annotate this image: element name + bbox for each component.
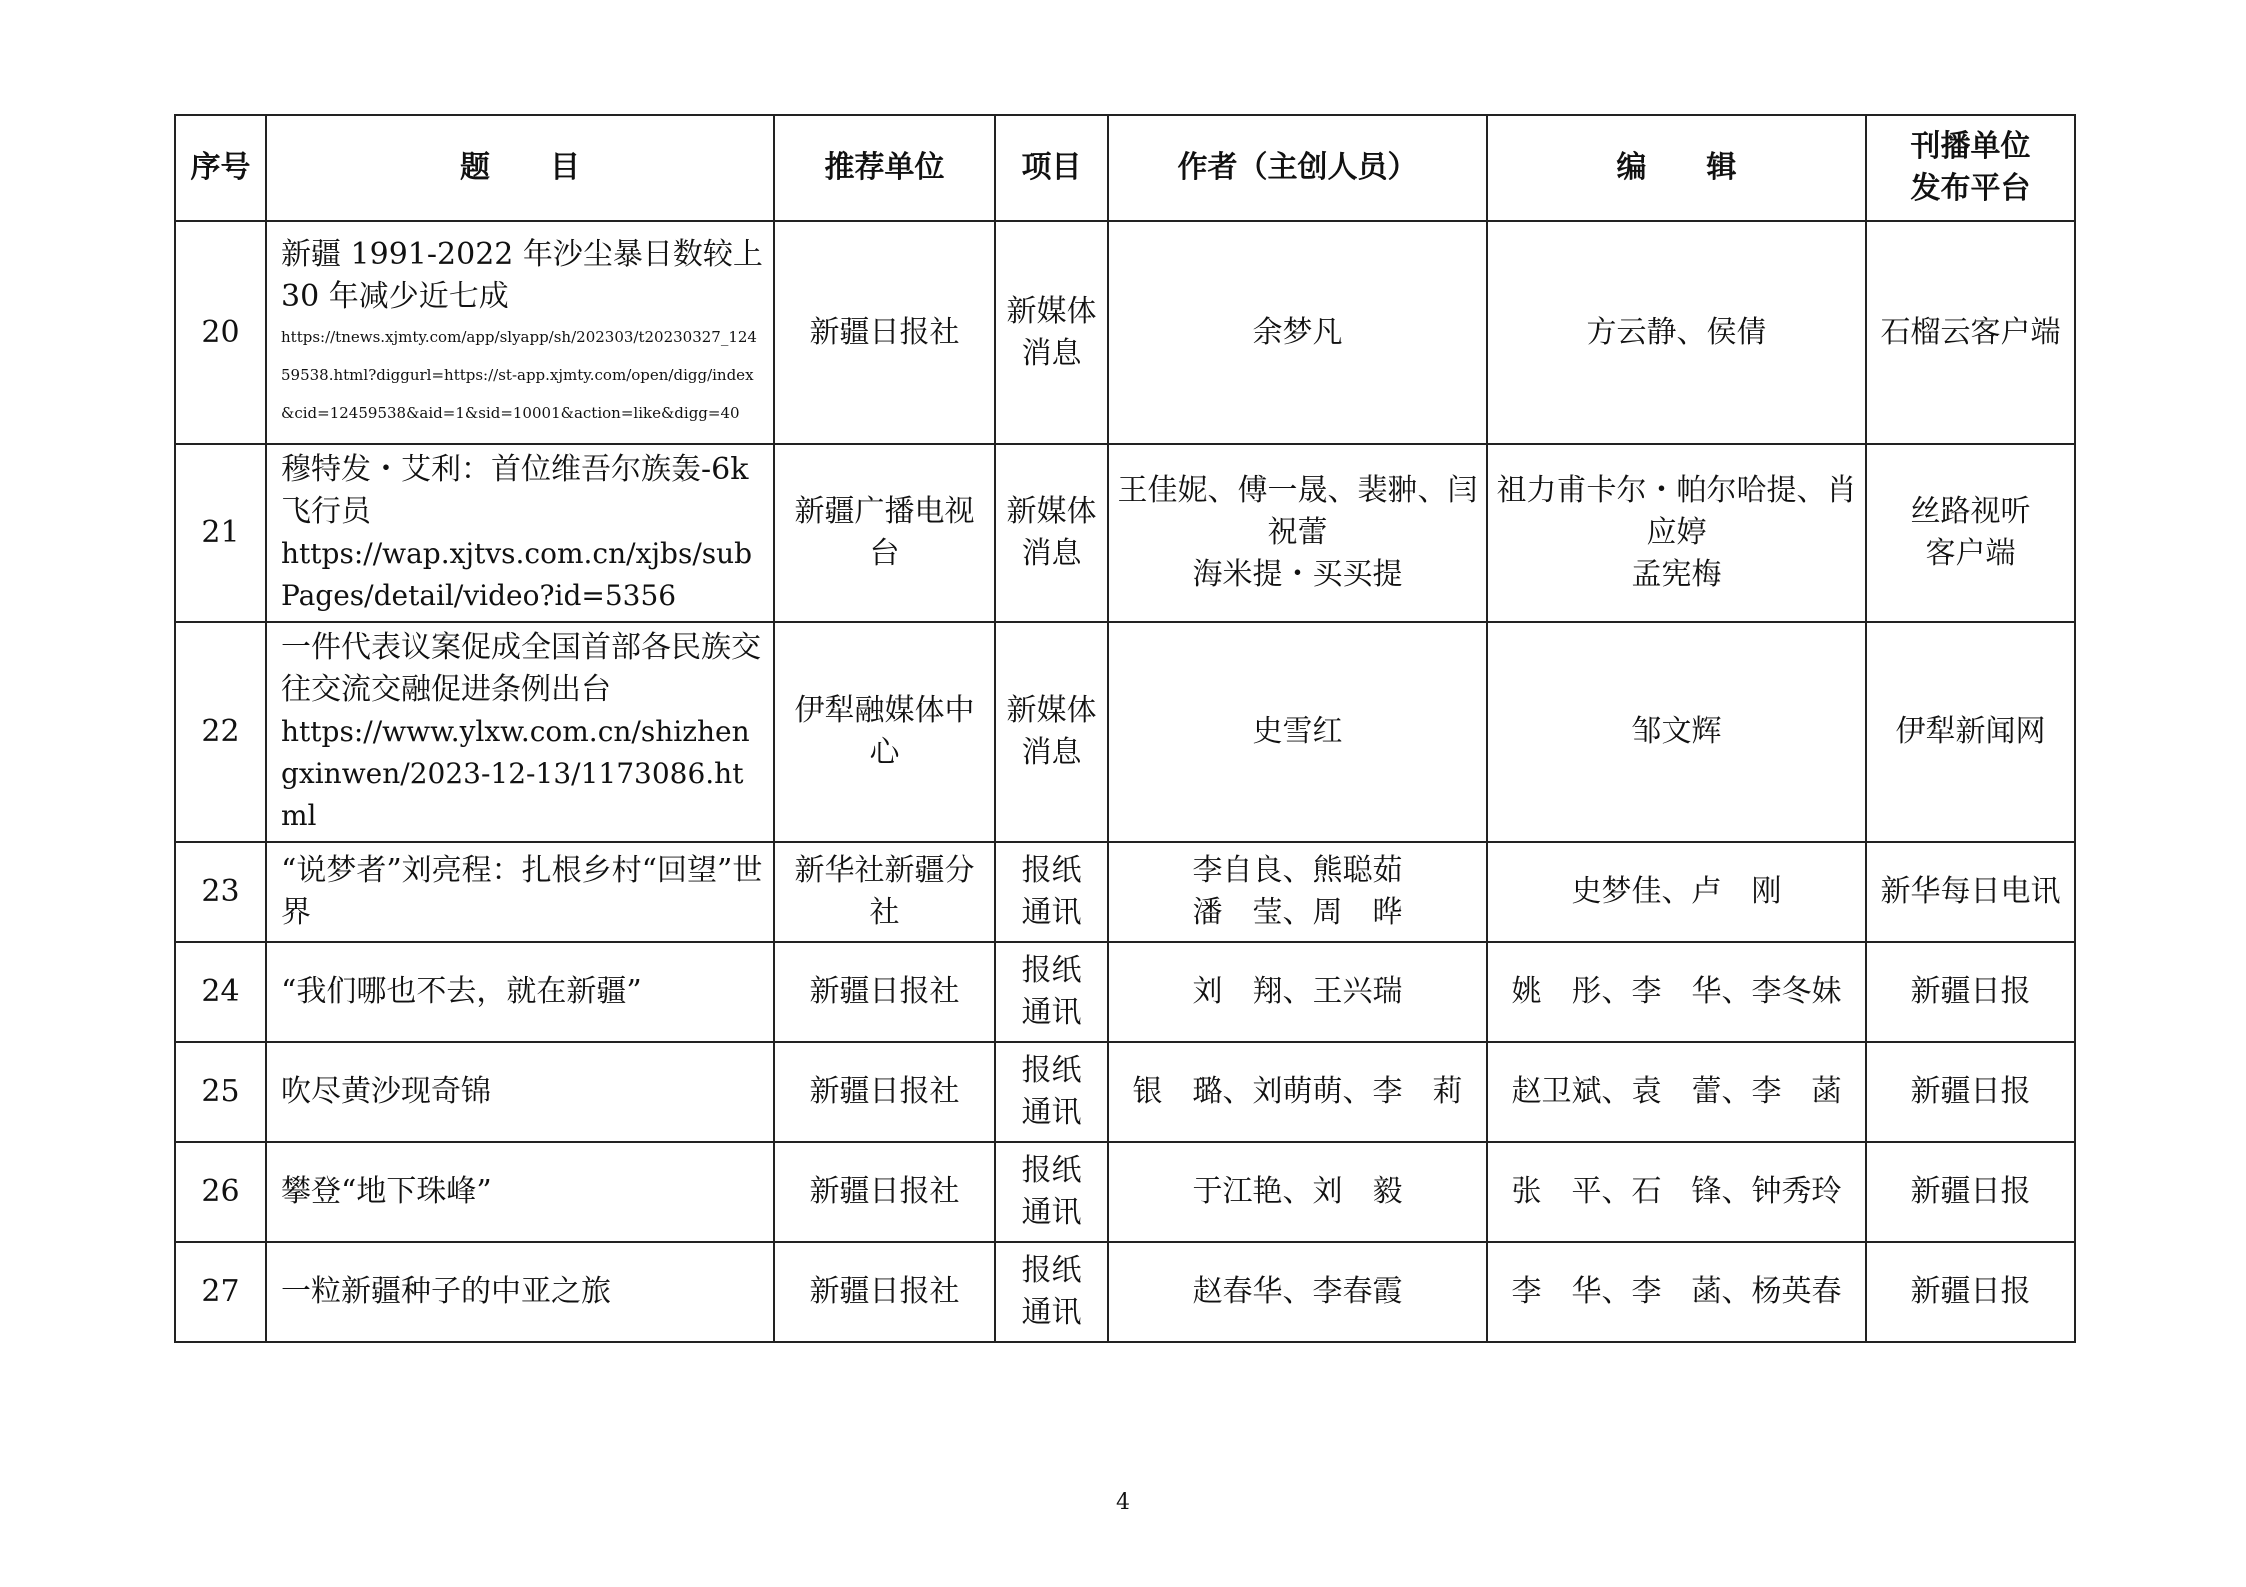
author-line1: 于江艳、刘 毅 — [1192, 1174, 1403, 1209]
cell-platform — [1866, 1242, 2075, 1342]
title-text: “说梦者”刘亮程：扎根乡村“回望”世界 — [281, 853, 763, 930]
cell-platform — [1866, 444, 2075, 622]
table-row — [175, 221, 2075, 444]
platform-line1: 新疆日报 — [1910, 1274, 2031, 1309]
cell-editor — [1487, 842, 1866, 942]
cell-platform — [1866, 1142, 2075, 1242]
cell-no: 25 — [175, 1042, 266, 1142]
cell-title — [266, 1242, 774, 1342]
header-title: 题 目 — [266, 115, 774, 221]
award-table — [174, 114, 2076, 1343]
platform-line1: 伊犁新闻网 — [1895, 714, 2046, 749]
cell-platform — [1866, 622, 2075, 842]
cell-unit: 新疆日报社 — [774, 221, 995, 444]
cell-platform — [1866, 942, 2075, 1042]
author-line2: 海米提・买买提 — [1192, 557, 1403, 592]
cell-author — [1108, 622, 1487, 842]
project-line1: 报纸 — [1021, 853, 1082, 888]
editor-line2: 孟宪梅 — [1631, 557, 1722, 592]
cell-editor — [1487, 942, 1866, 1042]
author-line1: 李自良、熊聪茹 — [1192, 853, 1403, 888]
cell-project — [995, 1042, 1108, 1142]
table-row — [175, 942, 2075, 1042]
header-platform — [1866, 115, 2075, 221]
author-line1: 刘 翔、王兴瑞 — [1192, 974, 1403, 1009]
cell-editor — [1487, 221, 1866, 444]
editor-line1: 赵卫斌、袁 蕾、李 菡 — [1511, 1074, 1842, 1109]
cell-project — [995, 942, 1108, 1042]
header-platform-line2: 发布平台 — [1910, 171, 2031, 206]
title-url: https://wap.xjtvs.com.cn/xjbs/subPages/detail/video?id=5356 — [281, 537, 753, 612]
editor-line1: 姚 彤、李 华、李冬妹 — [1511, 974, 1842, 1009]
cell-editor — [1487, 444, 1866, 622]
cell-unit: 伊犁融媒体中心 — [774, 622, 995, 842]
editor-line1: 史梦佳、卢 刚 — [1571, 874, 1782, 909]
title-text: 新疆 1991-2022 年沙尘暴日数较上 30 年减少近七成 — [281, 236, 763, 314]
title-url: https://www.ylxw.com.cn/shizhengxinwen/2023-12-13/1173086.html — [281, 715, 750, 832]
project-line1: 报纸 — [1021, 953, 1082, 988]
author-line1: 赵春华、李春霞 — [1192, 1274, 1403, 1309]
cell-editor — [1487, 1042, 1866, 1142]
project-line2: 通讯 — [1021, 1295, 1082, 1330]
project-line1: 新媒体 — [1006, 693, 1097, 728]
cell-unit: 新疆日报社 — [774, 1142, 995, 1242]
project-line2: 通讯 — [1021, 895, 1082, 930]
cell-project — [995, 221, 1108, 444]
cell-title — [266, 622, 774, 842]
cell-author — [1108, 842, 1487, 942]
title-text: 一粒新疆种子的中亚之旅 — [281, 1274, 611, 1309]
table-row — [175, 622, 2075, 842]
editor-line1: 祖力甫卡尔・帕尔哈提、肖应婷 — [1496, 473, 1857, 550]
platform-line2: 客户端 — [1925, 536, 2016, 571]
cell-title — [266, 842, 774, 942]
title-url: https://tnews.xjmty.com/app/slyapp/sh/202303/t20230327_12459538.html?diggurl=https://st-app.xjmty.com/open/digg/index&cid=12459538&aid=1&sid=10001&action=like&digg=40 — [281, 327, 757, 422]
project-line1: 报纸 — [1021, 1253, 1082, 1288]
cell-title — [266, 1042, 774, 1142]
platform-line1: 石榴云客户端 — [1880, 314, 2061, 350]
cell-no: 20 — [175, 221, 266, 444]
cell-no: 26 — [175, 1142, 266, 1242]
table-row — [175, 1242, 2075, 1342]
cell-platform — [1866, 221, 2075, 444]
editor-line1: 张 平、石 锋、钟秀玲 — [1511, 1174, 1842, 1209]
cell-no: 27 — [175, 1242, 266, 1342]
author-line1: 王佳妮、傅一晟、裴翀、闫祝蕾 — [1117, 473, 1478, 550]
table-header-row — [175, 115, 2075, 221]
editor-line1: 李 华、李 菡、杨英春 — [1511, 1274, 1842, 1309]
platform-line1: 新华每日电讯 — [1880, 874, 2061, 909]
cell-no: 23 — [175, 842, 266, 942]
cell-author — [1108, 221, 1487, 444]
cell-no: 24 — [175, 942, 266, 1042]
author-line1: 史雪红 — [1252, 714, 1343, 749]
cell-project — [995, 1142, 1108, 1242]
title-text: 吹尽黄沙现奇锦 — [281, 1074, 491, 1109]
cell-unit: 新疆日报社 — [774, 1042, 995, 1142]
cell-title — [266, 221, 774, 444]
table-row — [175, 842, 2075, 942]
project-line2: 通讯 — [1021, 1095, 1082, 1130]
project-line2: 通讯 — [1021, 995, 1082, 1030]
cell-no: 22 — [175, 622, 266, 842]
cell-title — [266, 1142, 774, 1242]
cell-platform — [1866, 1042, 2075, 1142]
header-unit: 推荐单位 — [774, 115, 995, 221]
title-text: 一件代表议案促成全国首部各民族交往交流交融促进条例出台 — [281, 630, 761, 707]
project-line1: 新媒体 — [1006, 494, 1097, 529]
cell-editor — [1487, 1242, 1866, 1342]
cell-project — [995, 842, 1108, 942]
title-text: 攀登“地下珠峰” — [281, 1174, 492, 1209]
cell-unit: 新华社新疆分社 — [774, 842, 995, 942]
title-text: “我们哪也不去，就在新疆” — [281, 974, 642, 1009]
cell-author — [1108, 1142, 1487, 1242]
page-number: 4 — [1116, 1490, 1130, 1515]
cell-author — [1108, 1242, 1487, 1342]
cell-project — [995, 444, 1108, 622]
header-platform-line1: 刊播单位 — [1910, 129, 2031, 164]
editor-line1: 邹文辉 — [1631, 714, 1722, 749]
cell-author — [1108, 1042, 1487, 1142]
platform-line1: 新疆日报 — [1910, 1174, 2031, 1209]
project-line1: 报纸 — [1021, 1053, 1082, 1088]
cell-editor — [1487, 622, 1866, 842]
project-line2: 消息 — [1021, 735, 1082, 770]
platform-line1: 新疆日报 — [1910, 974, 2031, 1009]
cell-unit: 新疆日报社 — [774, 942, 995, 1042]
platform-line1: 丝路视听 — [1910, 494, 2031, 529]
project-line2: 消息 — [1021, 335, 1082, 371]
cell-platform — [1866, 842, 2075, 942]
header-project: 项目 — [995, 115, 1108, 221]
cell-editor — [1487, 1142, 1866, 1242]
cell-unit: 新疆广播电视台 — [774, 444, 995, 622]
cell-author — [1108, 942, 1487, 1042]
cell-unit: 新疆日报社 — [774, 1242, 995, 1342]
table-row — [175, 444, 2075, 622]
table-row — [175, 1042, 2075, 1142]
project-line1: 报纸 — [1021, 1153, 1082, 1188]
platform-line1: 新疆日报 — [1910, 1074, 2031, 1109]
editor-line1: 方云静、侯倩 — [1586, 314, 1767, 350]
cell-project — [995, 622, 1108, 842]
cell-title — [266, 942, 774, 1042]
table-body — [175, 221, 2075, 1342]
project-line2: 消息 — [1021, 536, 1082, 571]
cell-title — [266, 444, 774, 622]
author-line2: 潘 莹、周 晔 — [1192, 895, 1403, 930]
cell-author — [1108, 444, 1487, 622]
project-line1: 新媒体 — [1006, 293, 1097, 329]
table-row — [175, 1142, 2075, 1242]
header-no: 序号 — [175, 115, 266, 221]
cell-project — [995, 1242, 1108, 1342]
author-line1: 银 璐、刘萌萌、李 莉 — [1132, 1074, 1463, 1109]
title-text: 穆特发・艾利：首位维吾尔族轰-6k 飞行员 — [281, 452, 749, 529]
cell-no: 21 — [175, 444, 266, 622]
project-line2: 通讯 — [1021, 1195, 1082, 1230]
header-editor: 编 辑 — [1487, 115, 1866, 221]
author-line1: 余梦凡 — [1252, 314, 1343, 350]
header-author: 作者（主创人员） — [1108, 115, 1487, 221]
